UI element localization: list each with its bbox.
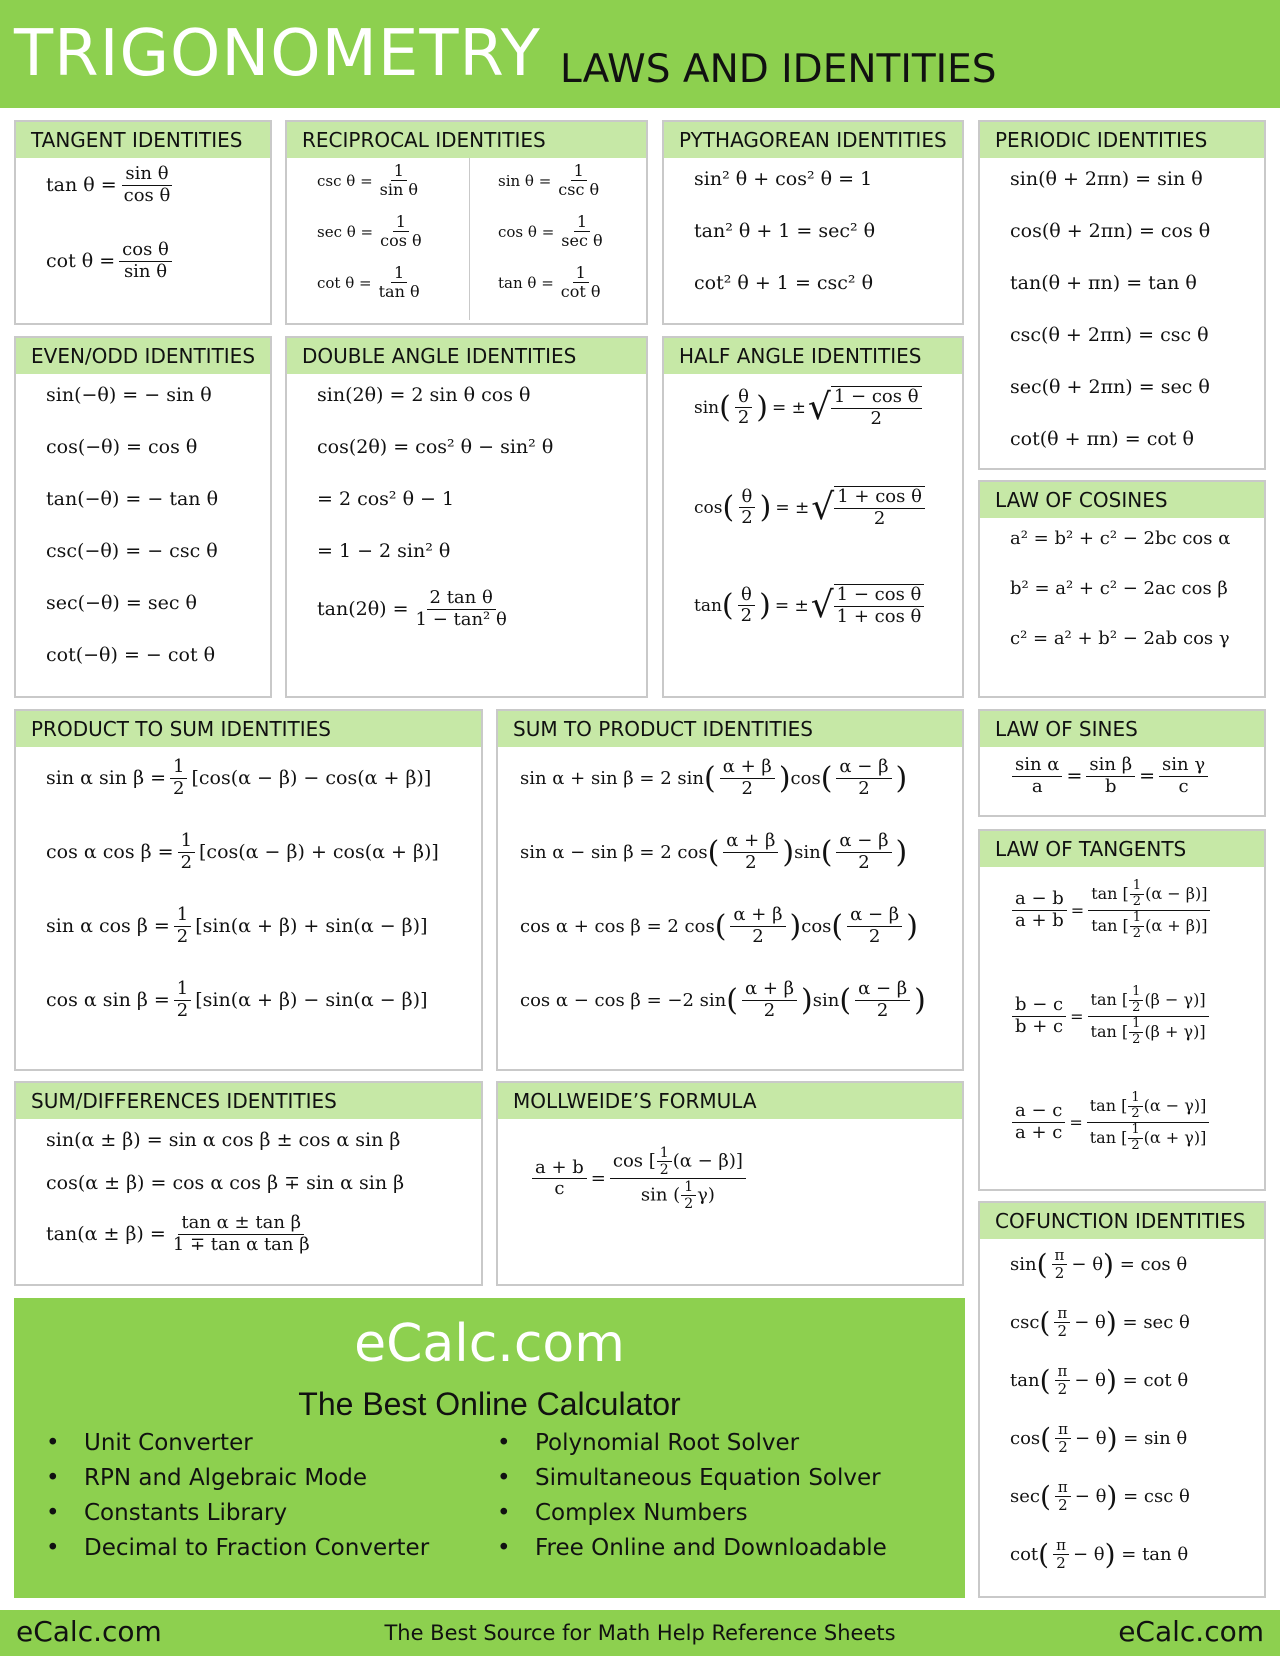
formula: cos ( θ 2 ) = ± √ 1 + cos θ 2 <box>694 486 929 529</box>
formula: cot θ = $\frac{\text{cos θ}}{\text{sin θ}}$ <box>46 240 176 282</box>
formula: $\frac{a + b}{c}$ = cos [ $\frac{1}{2}$ (α − β)] sin ( $\frac{1}{2}$ γ) <box>528 1145 750 1212</box>
ecalc-logo[interactable]: eCalc.com <box>354 1314 625 1374</box>
formula: sin² θ + cos² θ = 1 <box>694 168 873 190</box>
sum-to-product-box <box>496 709 964 1071</box>
page-title: TRIGONOMETRY <box>14 17 541 91</box>
double-angle-identities-box <box>285 336 648 698</box>
formula: c² = a² + b² − 2ab cos γ <box>1010 628 1230 649</box>
box-title: SUM TO PRODUCT IDENTITIES <box>498 711 962 747</box>
box-title: PYTHAGOREAN IDENTITIES <box>664 122 962 158</box>
formula: sin α + sin β = 2 sin ( α + β 2 ) cos ( α − β 2 ) <box>520 756 908 799</box>
footer-tagline: The Best Source for Math Help Reference Sheets <box>384 1621 896 1645</box>
formula: sec(−θ) = sec θ <box>46 592 197 614</box>
formula: $\frac{b - c}{b + c}$ = tan [ $\frac{1}{2}$ (β − γ)] tan [ $\frac{1}{2}$ (β + γ)] <box>1008 985 1213 1048</box>
box-title: EVEN/ODD IDENTITIES <box>16 338 270 374</box>
formula: sin α − sin β = 2 cos ( α + β 2 ) sin ( α − β 2 ) <box>520 830 908 873</box>
formula: $\frac{a - b}{a + b}$ = tan [ $\frac{1}{2}$ (α − β)] tan [ $\frac{1}{2}$ (α + β)] <box>1008 879 1214 942</box>
box-title: COFUNCTION IDENTITIES <box>980 1203 1264 1239</box>
formula: sec θ = $\frac{1}{\text{cos θ}}$ <box>317 212 422 251</box>
formula: cot θ = $\frac{1}{\text{tan θ}}$ <box>317 263 420 302</box>
formula: tan θ = $\frac{\text{sin θ}}{\text{cos θ}}$ <box>46 163 171 206</box>
formula: cos(2θ) = cos² θ − sin² θ <box>317 436 554 458</box>
formula: tan ( θ 2 ) = ± √ 1 − cos θ 1 + cos θ <box>694 584 928 627</box>
formula: cos(θ + 2πn) = cos θ <box>1010 220 1211 242</box>
formula: sin(2θ) = 2 sin θ cos θ <box>317 384 531 406</box>
product-to-sum-box <box>14 709 483 1071</box>
box-title: LAW OF COSINES <box>980 482 1264 518</box>
formula: cot² θ + 1 = csc² θ <box>694 272 874 294</box>
box-title: HALF ANGLE IDENTITIES <box>664 338 962 374</box>
formula: tan(θ + πn) = tan θ <box>1010 272 1197 294</box>
formula: csc(θ + 2πn) = csc θ <box>1010 324 1209 346</box>
footer-bar <box>0 1610 1280 1656</box>
law-of-tangents-box <box>978 829 1266 1191</box>
promo-tagline: The Best Online Calculator <box>298 1386 681 1422</box>
formula: b² = a² + c² − 2ac cos β <box>1010 578 1228 599</box>
box-title: SUM/DIFFERENCES IDENTITIES <box>16 1083 481 1119</box>
formula: sec ( π 2 − θ ) = csc θ <box>1010 1478 1190 1515</box>
formula: a² = b² + c² − 2bc cos α <box>1010 528 1231 549</box>
formula: csc θ = $\frac{1}{\text{sin θ}}$ <box>317 161 418 200</box>
formula: cos ( π 2 − θ ) = sin θ <box>1010 1420 1188 1457</box>
formula: tan(2θ) = $\frac{\text{2 tan θ}}{\text{1 − tan² θ}}$ <box>317 587 507 630</box>
formula: cos α cos β = $\frac{1}{2}$ [cos(α − β) + cos(α + β)] <box>46 830 439 873</box>
law-of-sines-box <box>978 709 1266 817</box>
box-title: PERIODIC IDENTITIES <box>980 122 1264 158</box>
feature-item: • Unit Converter <box>84 1430 253 1456</box>
box-title: TANGENT IDENTITIES <box>16 122 270 158</box>
tangent-identities-box <box>14 120 272 325</box>
formula: $\frac{a - c}{a + c}$ = tan [ $\frac{1}{2}$ (α − γ)] tan [ $\frac{1}{2}$ (α + γ)] <box>1008 1091 1213 1154</box>
formula: sin(−θ) = − sin θ <box>46 384 212 406</box>
header-bar <box>0 0 1280 108</box>
promo-banner <box>14 1298 965 1598</box>
formula: sin(α ± β) = sin α cos β ± cos α sin β <box>46 1129 401 1151</box>
pythagorean-identities-box <box>662 120 964 325</box>
box-title: DOUBLE ANGLE IDENTITIES <box>287 338 646 374</box>
formula: sin θ = 1 csc θ <box>498 161 600 200</box>
feature-item: • Complex Numbers <box>535 1500 748 1526</box>
formula: sin α sin β = $\frac{1}{2}$ [cos(α − β) − cos(α + β)] <box>46 756 432 799</box>
formula: cos α sin β = $\frac{1}{2}$ [sin(α + β) − sin(α − β)] <box>46 978 428 1021</box>
formula: csc(−θ) = − csc θ <box>46 540 218 562</box>
formula: = 2 cos² θ − 1 <box>317 488 455 510</box>
sum-differences-box <box>14 1081 483 1286</box>
formula: sin α cos β = $\frac{1}{2}$ [sin(α + β) + sin(α − β)] <box>46 904 428 947</box>
feature-item: • Simultaneous Equation Solver <box>535 1465 881 1491</box>
formula: cos α + cos β = 2 cos ( α + β 2 ) cos ( α − β 2 ) <box>520 904 918 947</box>
formula: cot ( π 2 − θ ) = tan θ <box>1010 1536 1189 1573</box>
formula: cos θ = 1 sec θ <box>498 212 603 251</box>
cofunction-identities-box <box>978 1201 1266 1598</box>
formula: = 1 − 2 sin² θ <box>317 540 451 562</box>
formula: sec(θ + 2πn) = sec θ <box>1010 376 1210 398</box>
footer-right-link[interactable]: eCalc.com <box>1118 1615 1264 1648</box>
formula: sin ( θ 2 ) = ± √ 1 − cos θ 2 <box>694 386 926 429</box>
reciprocal-identities-box <box>285 120 648 325</box>
page-subtitle: LAWS AND IDENTITIES <box>560 47 997 92</box>
footer-left-link[interactable]: eCalc.com <box>16 1615 162 1648</box>
even-odd-identities-box <box>14 336 272 698</box>
periodic-identities-box <box>978 120 1266 470</box>
feature-item: • Decimal to Fraction Converter <box>84 1535 429 1561</box>
mollweide-formula-box <box>496 1081 964 1286</box>
formula: tan ( π 2 − θ ) = cot θ <box>1010 1362 1189 1399</box>
formula: tan(−θ) = − tan θ <box>46 488 219 510</box>
formula: $\frac{\text{sin α}}{a}$ = $\frac{\text{sin β}}{b}$ = $\frac{\text{sin γ}}{c}$ <box>1008 755 1212 797</box>
formula: tan(α ± β) = $\frac{\text{tan α ± tan β}}{\text{1 ∓ tan α tan β}}$ <box>46 1212 310 1255</box>
formula: cos(α ± β) = cos α cos β ∓ sin α sin β <box>46 1172 405 1194</box>
box-title: MOLLWEIDE’S FORMULA <box>498 1083 962 1119</box>
formula: tan² θ + 1 = sec² θ <box>694 220 876 242</box>
half-angle-identities-box <box>662 336 964 698</box>
box-title: PRODUCT TO SUM IDENTITIES <box>16 711 481 747</box>
box-title: LAW OF SINES <box>980 711 1264 747</box>
formula: cos α − cos β = −2 sin ( α + β 2 ) sin ( α − β 2 ) <box>520 978 926 1021</box>
formula: tan θ = $\frac{1}{\text{cot θ}}$ <box>498 263 601 302</box>
formula: cos(−θ) = cos θ <box>46 436 198 458</box>
column-divider <box>469 158 470 320</box>
law-of-cosines-box <box>978 480 1266 698</box>
formula: csc ( π 2 − θ ) = sec θ <box>1010 1304 1190 1341</box>
formula: cot(θ + πn) = cot θ <box>1010 428 1194 450</box>
feature-item: • Polynomial Root Solver <box>535 1430 799 1456</box>
feature-item: • Free Online and Downloadable <box>535 1535 887 1561</box>
formula: cot(−θ) = − cot θ <box>46 644 216 666</box>
formula: sin(θ + 2πn) = sin θ <box>1010 168 1203 190</box>
feature-item: • RPN and Algebraic Mode <box>84 1465 367 1491</box>
box-title: RECIPROCAL IDENTITIES <box>287 122 646 158</box>
box-title: LAW OF TANGENTS <box>980 831 1264 867</box>
feature-item: • Constants Library <box>84 1500 287 1526</box>
formula: sin ( π 2 − θ ) = cos θ <box>1010 1246 1188 1283</box>
